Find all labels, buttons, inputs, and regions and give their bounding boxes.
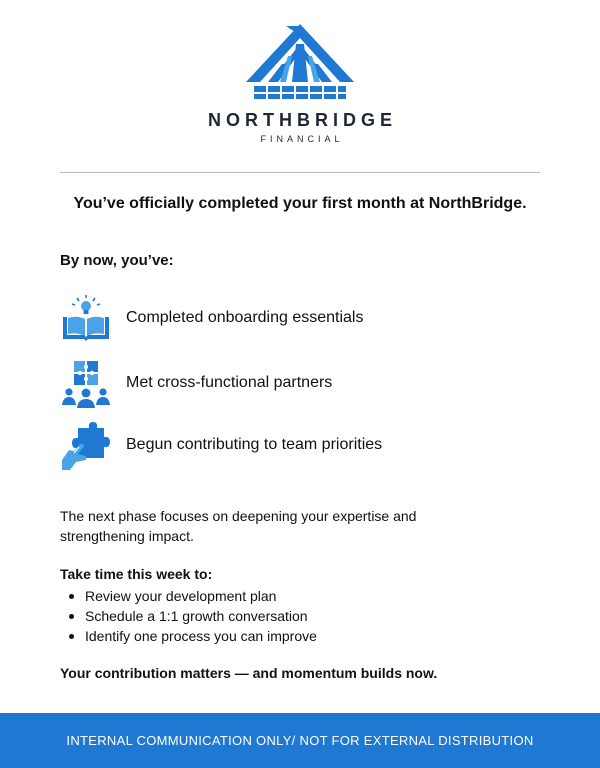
brand-subtitle: FINANCIAL [260,134,344,144]
item-label: Completed onboarding essentials [126,309,364,326]
achievement-item-onboarding [60,293,540,345]
closing-text: Your contribution matters — and momentum builds now. [60,665,438,681]
achievement-item-contributing [60,420,540,472]
headline: You’ve officially completed your first month at NorthBridge. [73,195,527,212]
company-logo [0,22,600,144]
list-item: Schedule a 1:1 growth conversation [60,606,317,626]
hand-puzzle-icon [60,420,112,472]
people-puzzle-icon [60,358,112,410]
list-item: Identify one process you can improve [60,626,317,646]
achievement-item-partners [60,358,540,410]
intro-text: By now, you’ve: [60,252,174,269]
item-label: Begun contributing to team priorities [126,436,383,453]
divider [60,172,540,173]
list-item: Review your development plan [60,586,317,606]
book-lightbulb-icon [60,293,112,345]
item-label: Met cross-functional partners [126,374,333,391]
brand-name: NORTHBRIDGE [208,110,397,130]
footer-text: INTERNAL COMMUNICATION ONLY/ NOT FOR EXTERNAL DISTRIBUTION [66,733,534,748]
footer-banner [0,713,600,768]
house-bridge-icon [244,22,356,106]
take-time-heading: Take time this week to: [60,566,213,582]
next-phase-text: The next phase focuses on deepening your expertise and strengthening impact. [60,508,417,544]
action-list [60,586,317,646]
